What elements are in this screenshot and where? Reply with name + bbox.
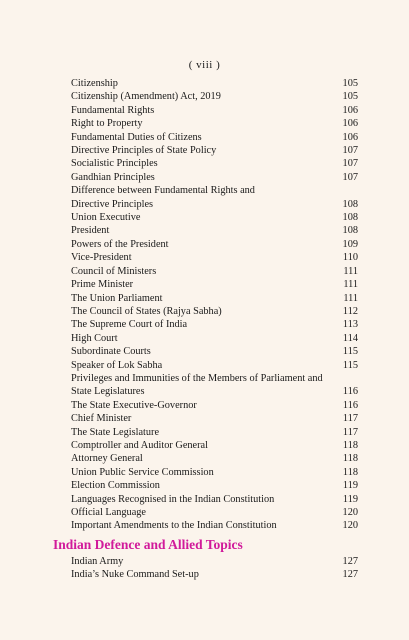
toc-entry [71,372,358,385]
toc-entry-page: 107 [342,171,358,183]
toc-entry-title: The Council of States (Rajya Sabha) [71,305,222,317]
toc-entry [71,519,358,532]
toc-entry [71,292,358,305]
toc-entry-title: The State Executive-Governor [71,399,197,411]
toc-entry-page: 112 [342,305,358,317]
toc-entry [71,144,358,157]
toc-entry-title: Right to Property [71,118,143,130]
toc-entry-page: 106 [342,118,358,130]
toc-entry [71,117,358,130]
toc-entry-title: Privileges and Immunities of the Members of Parliament and [71,372,323,384]
toc-entry [71,157,358,170]
toc-entry-title: Speaker of Lok Sabha [71,359,163,371]
toc-entry [71,238,358,251]
toc-entry-page: 107 [342,158,358,170]
toc-entry-page: 106 [342,104,358,116]
toc-entry-title: Council of Ministers [71,265,157,277]
toc-entry-page: 111 [343,279,358,291]
toc-entry-title: The State Legislature [71,426,160,438]
toc-entry-title: Difference between Fundamental Rights and [71,185,255,197]
toc-entry [71,90,358,103]
toc-entry [71,466,358,479]
toc-entry [71,568,358,581]
toc-entry [71,198,358,211]
toc-entry-page: 119 [342,480,358,492]
toc-entry-page: 120 [342,507,358,518]
toc-entry [71,359,358,372]
toc-entry-page: 111 [343,265,358,277]
toc-entry-page: 110 [342,252,358,264]
toc-entry [71,265,358,278]
toc-entry [71,211,358,224]
toc-entry [71,493,358,506]
toc-entry [71,555,358,568]
toc-entry-page: 127 [342,556,358,567]
toc-entry-page: 107 [342,145,358,157]
toc-entry-title: India’s Nuke Command Set-up [71,569,199,581]
section-entries [71,555,358,582]
toc-entry-title: Chief Minister [71,413,132,425]
toc-entry [71,278,358,291]
toc-entry [71,426,358,439]
toc-entry-title: Important Amendments to the Indian Constitution [71,520,277,532]
toc-entry-page: 117 [342,413,358,425]
toc-entry-page: 115 [342,346,358,358]
toc-entry [71,77,358,90]
toc-entry-page: 105 [342,78,358,89]
toc-entry [71,251,358,264]
toc-entry [71,345,358,358]
toc-entry [71,224,358,237]
page-number: ( viii ) [188,59,221,71]
toc-entry-page: 106 [342,131,358,143]
toc-entry-page: 115 [342,359,358,371]
toc-entry-title: Union Executive [71,212,141,224]
toc-entry-page: 109 [342,238,358,250]
toc-entry [71,479,358,492]
toc-entry-title: Comptroller and Auditor General [71,439,208,451]
toc-entry-page: 118 [342,453,358,465]
toc-entry-title: State Legislatures [71,386,145,398]
toc-entry [71,332,358,345]
toc-entry-page: 117 [342,426,358,438]
toc-entry-title: Citizenship (Amendment) Act, 2019 [71,91,221,103]
toc-entry-title: Prime Minister [71,279,134,291]
toc-entry-page: 120 [342,520,358,532]
toc-entry [71,412,358,425]
toc-entry [71,104,358,117]
toc-entry-title: Socialistic Principles [71,158,158,170]
toc-entry-title: Union Public Service Commission [71,466,214,478]
toc-entry [71,439,358,452]
toc-entry-title: Fundamental Duties of Citizens [71,131,202,143]
toc-entry-title: The Supreme Court of India [71,319,188,331]
toc-entry-title: Fundamental Rights [71,104,155,116]
toc-entry-title: Official Language [71,507,146,518]
toc-entry-title: Citizenship [71,78,118,89]
toc-entry-title: Gandhian Principles [71,171,155,183]
toc-entry-title: Directive Principles [71,198,154,210]
toc-entry-page: 119 [342,493,358,505]
toc-entry-page: 114 [342,332,358,344]
toc-entry-page: 116 [342,386,358,398]
toc-entry-title: President [71,225,110,237]
toc-entry-page: 108 [342,198,358,210]
toc-entry-page: 108 [342,212,358,224]
toc-entry-page: 127 [342,569,358,581]
toc-entry-page: 118 [342,466,358,478]
toc-entry [71,184,358,197]
toc-entry [71,399,358,412]
toc-entry-title: Election Commission [71,480,160,492]
toc-entry-title: Vice-President [71,252,132,264]
toc-entry-page: 111 [343,292,358,304]
toc-entry-page: 108 [342,225,358,237]
toc-entry [71,452,358,465]
toc-entry-title: Subordinate Courts [71,346,151,358]
toc-entry-page: 118 [342,439,358,451]
toc-entry [71,305,358,318]
toc-entry-title: Attorney General [71,453,143,465]
toc-entry-title: High Court [71,332,118,344]
toc-entry-page: 113 [342,319,358,331]
table-of-contents [71,77,358,533]
toc-entry-title: Directive Principles of State Policy [71,145,217,157]
toc-entry-title: The Union Parliament [71,292,163,304]
toc-entry [71,131,358,144]
toc-entry [71,506,358,519]
toc-entry-page: 116 [342,399,358,411]
section-heading: Indian Defence and Allied Topics [53,537,243,552]
toc-entry-title: Languages Recognised in the Indian Constitution [71,493,275,505]
toc-entry [71,318,358,331]
toc-entry-title: Powers of the President [71,238,169,250]
toc-entry [71,171,358,184]
toc-entry-title: Indian Army [71,556,124,567]
toc-entry-page: 105 [342,91,358,103]
toc-entry [71,385,358,398]
